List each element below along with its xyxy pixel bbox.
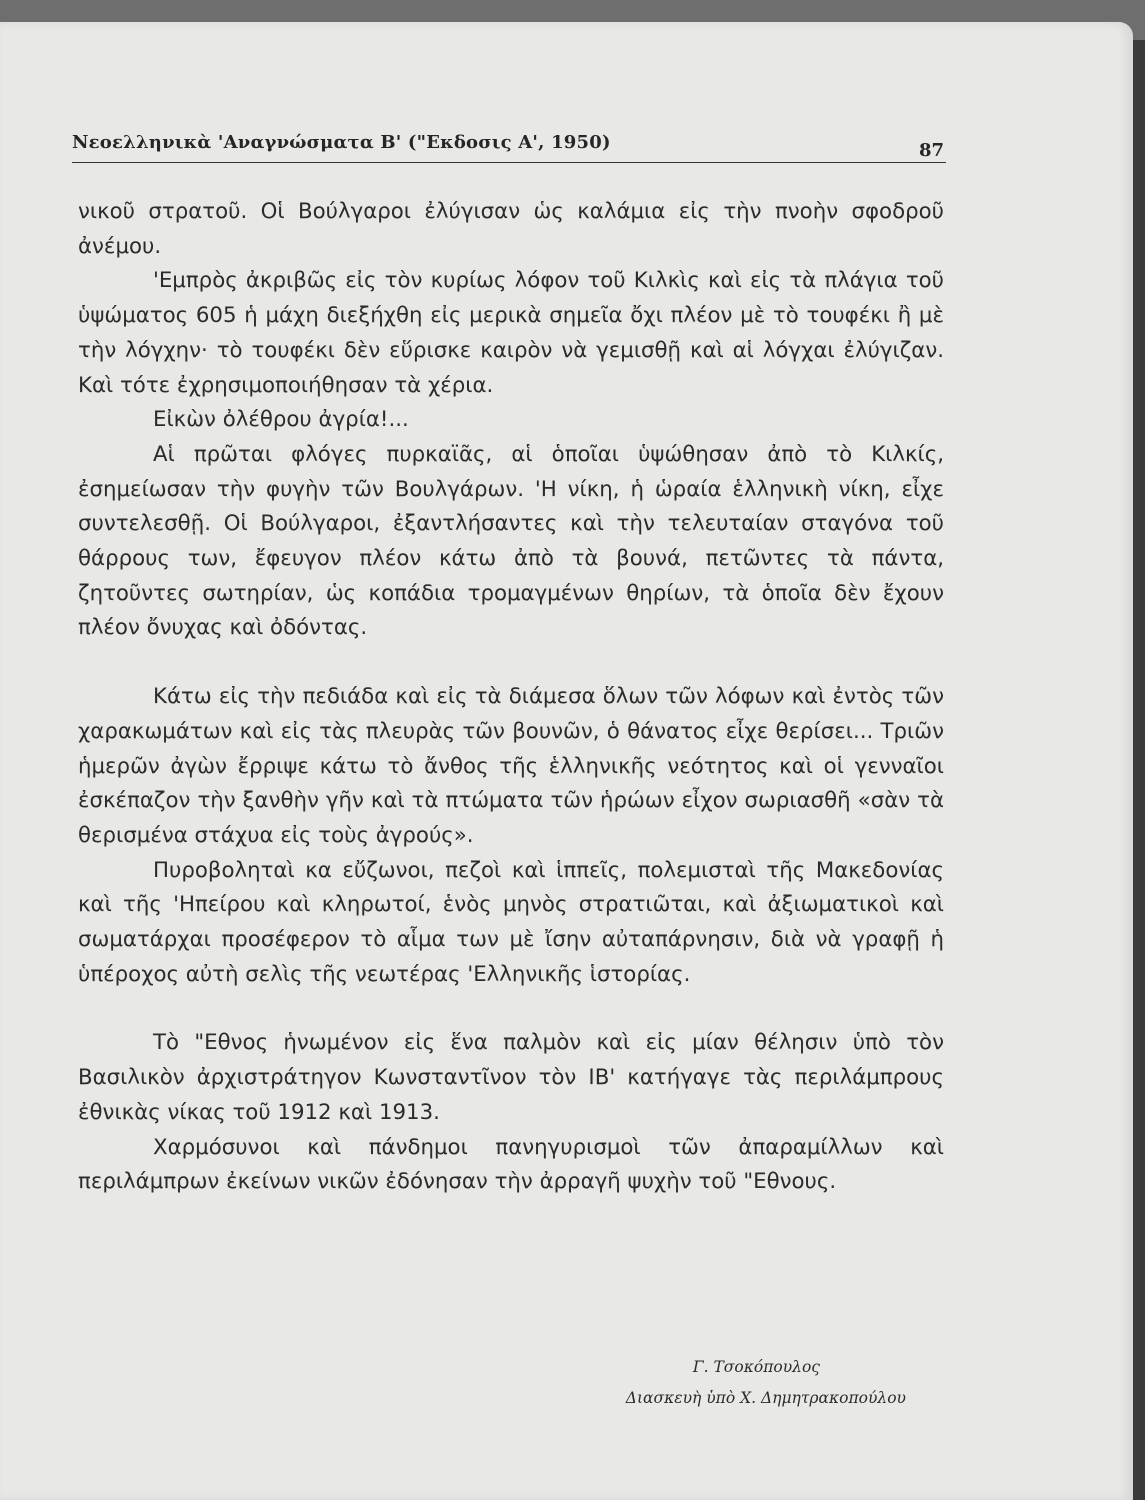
- paragraph-1: νικοῦ στρατοῦ. Οἱ Βούλγαροι ἐλύγισαν ὡς καλάμια εἰς τὴν πνοὴν σφοδροῦ ἀνέμου.: [78, 199, 944, 259]
- signature-author: Γ. Τσοκόπουλος: [692, 1358, 820, 1376]
- paragraph-5: Κάτω εἰς τὴν πεδιάδα καὶ εἰς τὰ διάμεσα ὅλων τῶν λόφων καὶ ἐντὸς τῶν χαρακωμάτων καὶ εἰς τὰς πλευρὰς τῶν βουνῶν, ὁ θάνατος εἶχε θερίσει... Τριῶν ἡμερῶν ἀγὼν ἔρριψε κάτω τὸ ἄνθος τῆς ἑλληνικῆς νεότητος καὶ οἱ γενναῖοι ἐσκέπαζον τὴν ξανθὴν γῆν καὶ τὰ πτώματα τῶν ἡρώων εἶχον σωριασθῆ «σὰν τὰ θερισμένα στάχυα εἰς τοὺς ἀγρούς».: [78, 684, 944, 848]
- page-number: 87: [918, 140, 944, 161]
- paragraph-8: Χαρμόσυνοι καὶ πάνδημοι πανηγυρισμοὶ τῶν ἀπαραμίλλων καὶ περιλάμπρων ἐκείνων νικῶν ἐδόνησαν τὴν ἀρραγῆ ψυχὴν τοῦ "Εθνους.: [78, 1134, 944, 1195]
- paragraph-7: Τὸ "Εθνος ἡνωμένον εἰς ἕνα παλμὸν καὶ εἰς μίαν θέλησιν ὑπὸ τὸν Βασιλικὸν ἀρχιστράτηγον Κωνσταντῖνον τὸν ΙΒ' κατήγαγε τὰς περιλάμπρους ἐθνικὰς νίκας τοῦ 1912 καὶ 1913.: [78, 1030, 944, 1125]
- paragraph-6: Πυροβοληταὶ κα εὔζωνοι, πεζοὶ καὶ ἱππεῖς, πολεμισταὶ τῆς Μακεδονίας καὶ τῆς 'Ηπείρου καὶ κληρωτοί, ἑνὸς μηνὸς στρατιῶται, καὶ ἀξιωματικοὶ καὶ σωματάρχαι προσέφερον τὸ αἷμα των μὲ ἴσην αὐταπάρνησιν, διὰ νὰ γραφῇ ἡ ὑπέροχος αὐτὴ σελὶς τῆς νεωτέρας 'Ελληνικῆς ἱστορίας.: [78, 857, 944, 987]
- running-header: [72, 118, 946, 163]
- section-gap: [78, 646, 944, 680]
- section-gap: [78, 992, 944, 1026]
- paragraph-3: Εἰκὼν ὀλέθρου ἀγρία!...: [153, 407, 409, 433]
- page-edge: [1133, 40, 1145, 1500]
- signature-adaptation: Διασκευὴ ὑπὸ Χ. Δημητρακοπούλου: [625, 1389, 906, 1407]
- signature-block: [560, 1352, 906, 1414]
- paragraph-2: 'Εμπρὸς ἀκριβῶς εἰς τὸν κυρίως λόφον τοῦ Κιλκὶς καὶ εἰς τὰ πλάγια τοῦ ὑψώματος 605 ἡ μάχη διεξήχθη εἰς μερικὰ σημεῖα ὄχι πλέον μὲ τὸ τουφέκι ἢ μὲ τὴν λόγχην· τὸ τουφέκι δὲν εὕρισκε καιρὸν νὰ γεμισθῇ καὶ αἱ λόγχαι ἐλύγιζαν. Καὶ τότε ἐχρησιμοποιήθησαν τὰ χέρια.: [78, 268, 944, 398]
- header-title: Νεοελληνικὰ 'Αναγνώσματα Β' ("Εκδοσις Α', 1950): [72, 132, 611, 153]
- body-text: [78, 195, 944, 1200]
- paragraph-4: Αἱ πρῶται φλόγες πυρκαϊᾶς, αἱ ὁποῖαι ὑψώθησαν ἀπὸ τὸ Κιλκίς, ἐσημείωσαν τὴν φυγὴν τῶν Βουλγάρων. 'Η νίκη, ἡ ὡραία ἑλληνικὴ νίκη, εἶχε συντελεσθῇ. Οἱ Βούλγαροι, ἐξαντλήσαντες καὶ τὴν τελευταίαν σταγόνα τοῦ θάρρους των, ἔφευγον πλέον κάτω ἀπὸ τὰ βουνά, πετῶντες τὰ πάντα, ζητοῦντες σωτηρίαν, ὡς κοπάδια τρομαγμένων θηρίων, τὰ ὁποῖα δὲν ἔχουν πλέον ὄνυχας καὶ ὀδόντας.: [78, 441, 944, 641]
